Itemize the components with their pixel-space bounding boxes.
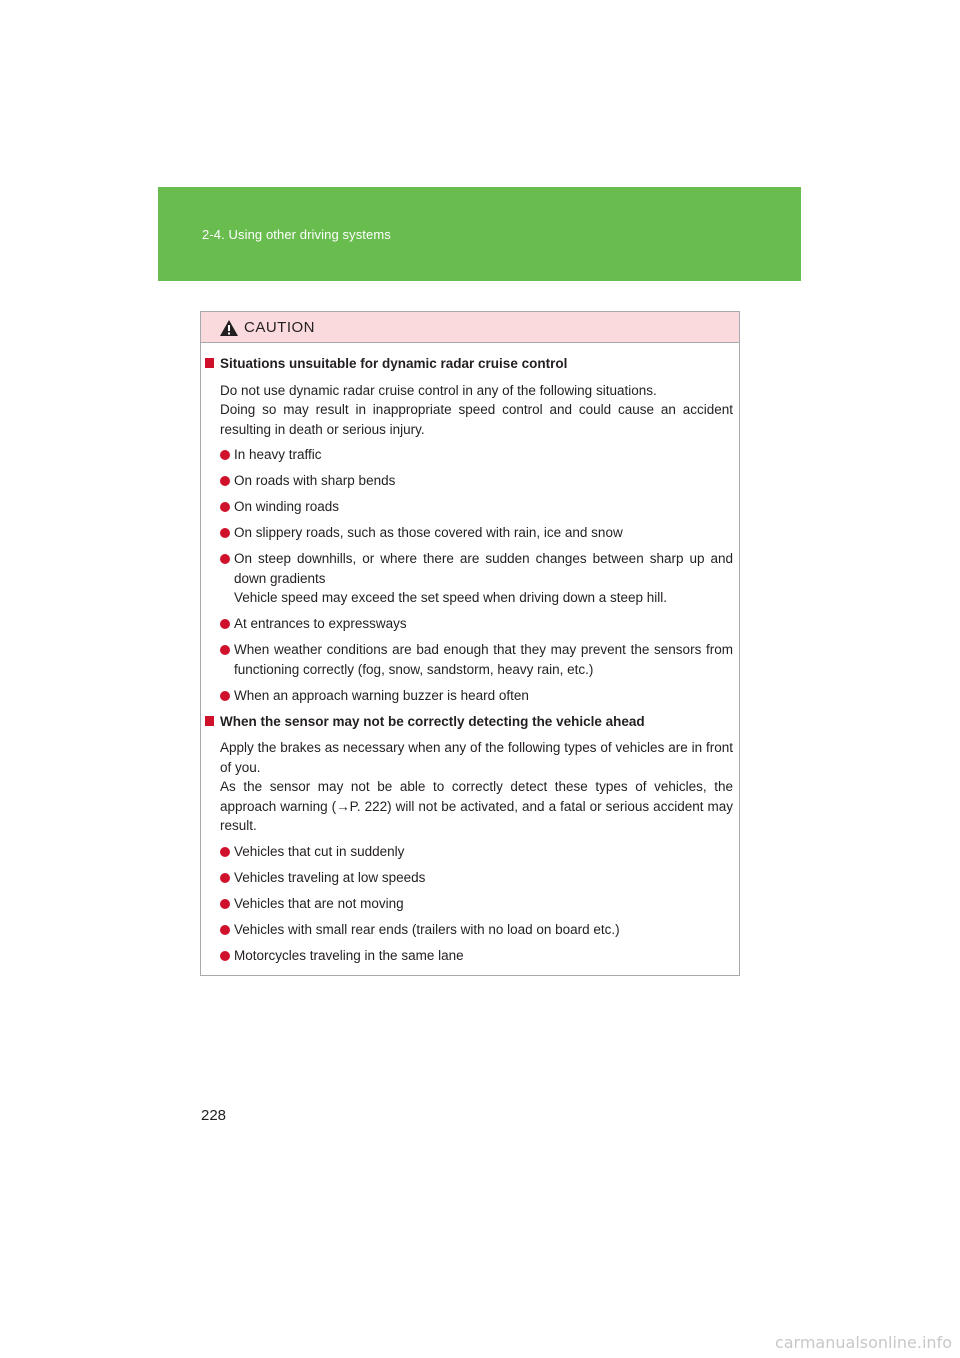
list-item-text: Vehicles that cut in suddenly [234, 843, 405, 859]
warning-triangle-icon [219, 319, 239, 337]
list-item-text: Motorcycles traveling in the same lane [234, 947, 464, 963]
section-title: 2-4. Using other driving systems [202, 227, 391, 242]
watermark: carmanualsonline.info [774, 1333, 952, 1352]
list-item-text: On slippery roads, such as those covered with rain, ice and snow [234, 525, 623, 540]
list-item [220, 920, 733, 940]
list-item [220, 894, 733, 914]
list-item [220, 549, 733, 608]
caution-box [200, 311, 740, 976]
list-item-text: Vehicles with small rear ends (trailers with no load on board etc.) [234, 921, 620, 937]
list-item [220, 523, 733, 543]
list-item-text: On winding roads [234, 499, 340, 514]
bullet-icon [220, 873, 230, 883]
list-item-text: In heavy traffic [234, 447, 322, 462]
caution-content [201, 343, 739, 965]
list-item [220, 686, 733, 706]
list-item [220, 614, 733, 634]
paragraph [220, 381, 733, 440]
paragraph-line: Do not use dynamic radar cruise control in any of the following situations. [220, 382, 657, 398]
section-header-band [158, 187, 801, 281]
list-item-text: On steep downhills, or where there are sudden changes between sharp up and down gradients [234, 551, 733, 586]
paragraph-line: As the sensor may not be able to correctly detect these types of vehicles, the approach warning (→P. 222) will not be activated, and a fatal or serious accident may result. [220, 779, 733, 833]
list-item [220, 445, 733, 465]
paragraph-line: Doing so may result in inappropriate speed control and could cause an accident resulting in death or serious injury. [220, 402, 733, 437]
bullet-icon [220, 645, 230, 655]
caution-section-heading [205, 712, 733, 732]
heading-text: When the sensor may not be correctly detecting the vehicle ahead [220, 713, 645, 729]
bullet-icon [220, 951, 230, 961]
list-item-text: When an approach warning buzzer is heard often [234, 687, 529, 703]
list-item-text: On roads with sharp bends [234, 473, 396, 488]
bullet-icon [220, 554, 230, 564]
list-item-text: At entrances to expressways [234, 616, 407, 631]
section-marker-icon [205, 716, 214, 726]
list-item [220, 471, 733, 491]
bullet-icon [220, 502, 230, 512]
list-item-text: When weather conditions are bad enough that they may prevent the sensors from functioning correctly (fog, snow, sandstorm, heavy rain, etc.) [234, 642, 733, 677]
list-item-note: Vehicle speed may exceed the set speed when driving down a steep hill. [234, 590, 668, 605]
list-item [220, 946, 733, 966]
bullet-icon [220, 925, 230, 935]
caution-header [201, 312, 739, 343]
bullet-list [220, 445, 733, 705]
list-item [220, 842, 733, 862]
paragraph [220, 738, 733, 836]
list-item [220, 868, 733, 888]
caution-section-heading [205, 354, 733, 374]
bullet-icon [220, 691, 230, 701]
bullet-icon [220, 450, 230, 460]
heading-text: Situations unsuitable for dynamic radar cruise control [220, 356, 568, 371]
page-number: 228 [201, 1107, 227, 1124]
section-marker-icon [205, 358, 214, 368]
bullet-icon [220, 899, 230, 909]
bullet-icon [220, 847, 230, 857]
list-item [220, 640, 733, 679]
list-item-text: Vehicles that are not moving [234, 895, 404, 911]
bullet-icon [220, 476, 230, 486]
paragraph-line: Apply the brakes as necessary when any of the following types of vehicles are in front of you. [220, 740, 733, 775]
list-item-text: Vehicles traveling at low speeds [234, 869, 426, 885]
bullet-icon [220, 619, 230, 629]
list-item [220, 497, 733, 517]
bullet-list [220, 842, 733, 966]
bullet-icon [220, 528, 230, 538]
caution-label: CAUTION [244, 319, 315, 336]
